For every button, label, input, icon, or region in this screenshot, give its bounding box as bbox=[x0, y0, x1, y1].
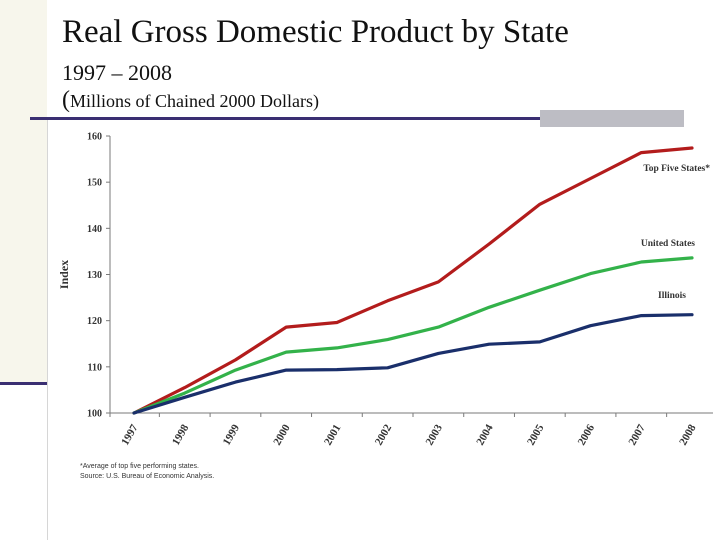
data-point bbox=[640, 315, 642, 317]
data-point bbox=[285, 326, 287, 328]
units-paren: ( bbox=[62, 87, 70, 113]
slide-title: Real Gross Domestic Product by State bbox=[62, 14, 569, 50]
data-point bbox=[691, 147, 693, 149]
x-tick-label: 2004 bbox=[474, 422, 496, 448]
data-point bbox=[438, 326, 440, 328]
data-point bbox=[590, 178, 592, 180]
footnote-top-five: *Average of top five performing states. bbox=[80, 463, 199, 470]
x-tick-label: 1998 bbox=[169, 422, 192, 448]
data-point bbox=[285, 369, 287, 371]
series-label: Illinois bbox=[658, 291, 686, 301]
chart-footnote bbox=[80, 462, 214, 482]
y-tick-label: 150 bbox=[87, 177, 102, 189]
y-tick-label: 140 bbox=[87, 223, 102, 235]
x-tick-label: 1997 bbox=[119, 422, 141, 448]
data-point bbox=[539, 204, 541, 206]
x-tick-label: 2007 bbox=[626, 422, 648, 448]
data-point bbox=[285, 351, 287, 353]
series-label: United States bbox=[640, 239, 695, 249]
data-point bbox=[590, 273, 592, 275]
slide-subtitle: 1997 – 2008 bbox=[62, 60, 172, 85]
units-text: Millions of Chained 2000 Dollars) bbox=[70, 91, 319, 111]
y-tick-label: 160 bbox=[87, 131, 102, 143]
data-point bbox=[184, 392, 186, 394]
series-line bbox=[134, 258, 692, 413]
data-point bbox=[387, 367, 389, 369]
series-line bbox=[134, 315, 692, 413]
x-tick-label: 2005 bbox=[525, 422, 547, 448]
series-label: Top Five States* bbox=[643, 164, 710, 174]
data-point bbox=[184, 397, 186, 399]
data-point bbox=[235, 359, 237, 361]
data-point bbox=[235, 381, 237, 383]
data-point bbox=[539, 341, 541, 343]
y-tick-label: 110 bbox=[87, 362, 102, 374]
data-point bbox=[488, 306, 490, 308]
x-tick-label: 2001 bbox=[322, 422, 344, 448]
series-line bbox=[134, 148, 692, 413]
footnote-source: Source: U.S. Bureau of Economic Analysis. bbox=[80, 473, 215, 480]
x-tick-label: 2002 bbox=[372, 422, 395, 448]
data-point bbox=[438, 353, 440, 355]
data-point bbox=[336, 322, 338, 324]
data-point bbox=[387, 339, 389, 341]
data-point bbox=[488, 343, 490, 345]
y-tick-label: 130 bbox=[87, 270, 102, 281]
x-tick-label: 2000 bbox=[271, 422, 293, 448]
data-point bbox=[488, 243, 490, 245]
data-point bbox=[640, 152, 642, 154]
data-point bbox=[235, 369, 237, 371]
x-tick-label: 2003 bbox=[423, 422, 445, 448]
x-tick-label: 2008 bbox=[677, 422, 699, 448]
data-point bbox=[133, 412, 135, 414]
data-point bbox=[590, 325, 592, 327]
data-point bbox=[336, 347, 338, 349]
x-tick-label: 2006 bbox=[575, 422, 598, 448]
data-point bbox=[336, 369, 338, 371]
x-tick-label: 1999 bbox=[220, 422, 243, 448]
y-tick-label: 120 bbox=[87, 316, 102, 328]
data-point bbox=[539, 289, 541, 291]
data-point bbox=[640, 261, 642, 263]
data-point bbox=[691, 257, 693, 259]
data-point bbox=[387, 300, 389, 302]
y-tick-label: 100 bbox=[87, 408, 102, 420]
data-point bbox=[184, 387, 186, 389]
data-point bbox=[691, 314, 693, 316]
y-axis-title: Index bbox=[57, 259, 71, 290]
data-point bbox=[438, 281, 440, 283]
